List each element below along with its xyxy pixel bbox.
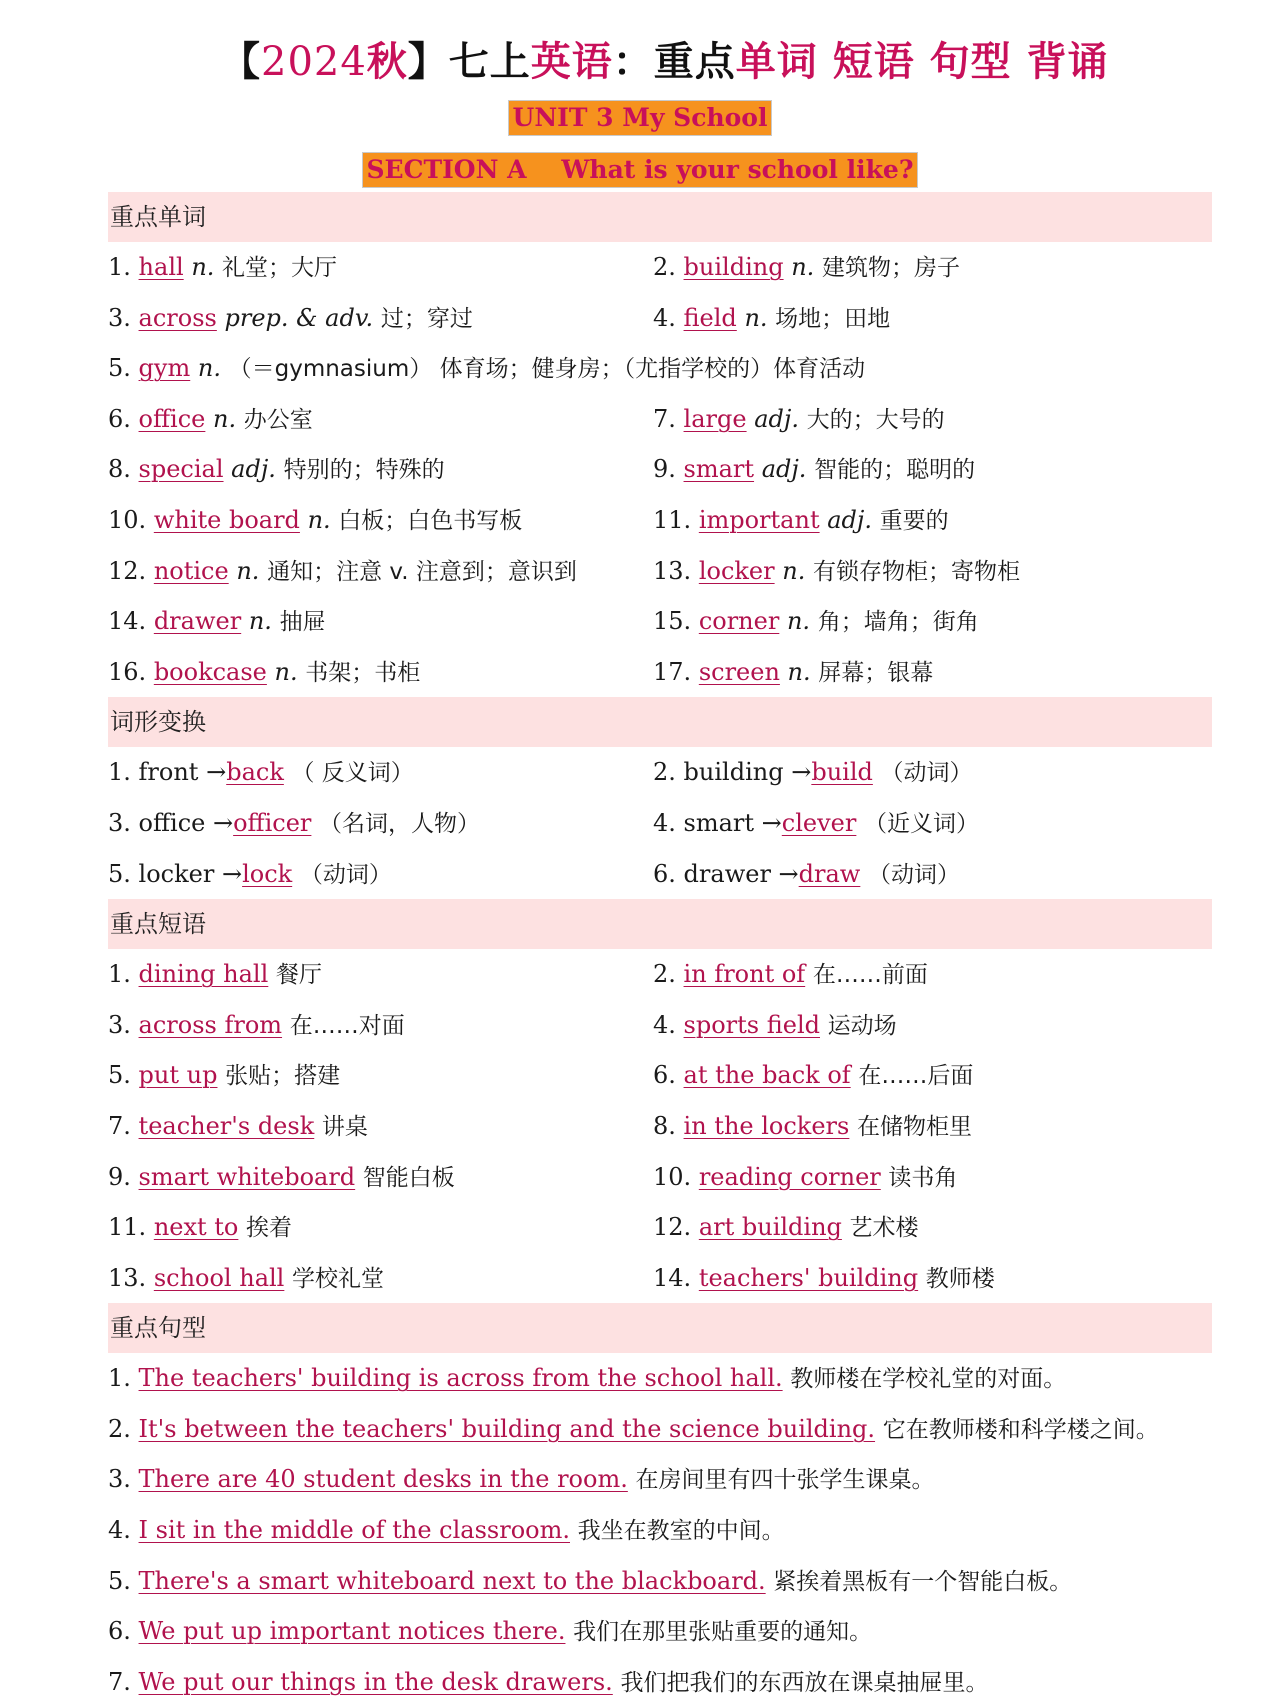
sentence-item [108, 1657, 1212, 1708]
word-item [653, 596, 1212, 647]
word-item [653, 546, 1212, 597]
word-pos: n. [191, 253, 215, 281]
sentence-english: The teachers' building is across from the school hall. [138, 1364, 783, 1393]
sentence-english: I sit in the middle of the classroom. [138, 1516, 570, 1545]
title-sentences: 句型 [929, 39, 1012, 85]
title-bracket-open: 【 [220, 39, 261, 85]
phrase-number: 4. [653, 1010, 676, 1039]
word-pos: n. [744, 303, 768, 332]
title-words: 单词 [735, 39, 818, 85]
word-number: 14. [108, 607, 147, 636]
word-meaning: 通知；注意 v. 注意到；意识到 [267, 558, 577, 585]
form-base: smart → [683, 808, 782, 837]
word-item [108, 242, 653, 293]
phrase-number: 10. [653, 1162, 692, 1191]
word-meaning: （＝gymnasium） 体育场；健身房；（尤指学校的）体育活动 [228, 356, 866, 383]
word-term: corner [698, 607, 780, 636]
form-note: （动词） [867, 861, 960, 888]
phrase-item [653, 1202, 1212, 1253]
word-item [108, 343, 1212, 394]
word-number: 15. [653, 607, 692, 636]
phrase-number: 5. [108, 1061, 131, 1090]
unit-badge: UNIT 3 My School [508, 100, 773, 136]
word-meaning: 办公室 [243, 406, 313, 433]
sentence-item [108, 1505, 1212, 1556]
phrase-text: art building [698, 1213, 842, 1242]
word-term: notice [153, 556, 229, 585]
form-note: （动词） [880, 760, 973, 787]
word-meaning: 特别的；特殊的 [283, 457, 445, 484]
form-note: （动词） [299, 861, 392, 888]
forms-grid [108, 747, 1212, 899]
sentence-number: 5. [108, 1566, 131, 1595]
sentence-chinese: 我们在那里张贴重要的通知。 [573, 1619, 873, 1646]
word-item [108, 495, 653, 546]
sentence-english: There are 40 student desks in the room. [138, 1465, 628, 1494]
phrase-item [108, 1101, 653, 1152]
word-meaning: 有锁存物柜；寄物柜 [812, 558, 1020, 585]
form-answer: clever [781, 808, 857, 837]
word-pos: adj. [754, 404, 799, 433]
sentence-number: 3. [108, 1465, 131, 1494]
title-bracket-close: 】 [407, 39, 449, 85]
phrase-meaning: 在……前面 [812, 962, 928, 989]
word-number: 2. [653, 253, 676, 281]
word-number: 11. [653, 505, 692, 534]
phrase-text: school hall [153, 1263, 285, 1292]
word-meaning: 书架；书柜 [305, 659, 421, 686]
word-number: 8. [108, 455, 131, 484]
sentences-list [108, 1353, 1212, 1707]
phrase-number: 13. [108, 1263, 147, 1292]
form-item [108, 798, 653, 849]
word-pos: n. [248, 607, 272, 636]
phrase-text: smart whiteboard [138, 1162, 356, 1191]
form-base: drawer → [683, 859, 799, 888]
word-item [108, 394, 653, 445]
form-number: 6. [653, 859, 676, 888]
phrase-item [653, 1000, 1212, 1051]
form-number: 1. [108, 758, 131, 787]
phrase-meaning: 在储物柜里 [856, 1113, 972, 1140]
form-answer: build [811, 758, 873, 787]
phrase-number: 7. [108, 1111, 131, 1140]
word-meaning: 重要的 [879, 507, 949, 534]
form-base: locker → [138, 859, 243, 888]
word-number: 10. [108, 505, 147, 534]
word-meaning: 建筑物；房子 [821, 255, 960, 281]
word-number: 17. [653, 657, 692, 686]
phrase-item [653, 1050, 1212, 1101]
phrase-text: dining hall [138, 960, 269, 989]
content [108, 192, 1212, 1707]
phrases-header: 重点短语 [108, 899, 1212, 949]
sentence-number: 7. [108, 1667, 131, 1696]
phrase-meaning: 学校礼堂 [292, 1265, 384, 1292]
words-header: 重点单词 [108, 192, 1212, 242]
word-meaning: 智能的；聪明的 [814, 457, 976, 484]
form-note: （近义词） [864, 810, 979, 837]
word-meaning: 场地；田地 [775, 305, 891, 332]
word-meaning: 角；墙角；街角 [817, 609, 979, 636]
word-term: white board [153, 505, 300, 534]
sentence-chinese: 在房间里有四十张学生课桌。 [635, 1467, 935, 1494]
form-answer: back [226, 758, 284, 787]
phrase-number: 9. [108, 1162, 131, 1191]
word-item [653, 293, 1212, 344]
word-pos: n. [787, 657, 811, 686]
word-term: locker [698, 556, 775, 585]
phrase-meaning: 挨着 [246, 1215, 293, 1242]
words-grid [108, 242, 1212, 697]
word-item [108, 596, 653, 647]
word-item [653, 495, 1212, 546]
phrase-meaning: 在……对面 [289, 1012, 405, 1039]
forms-header: 词形变换 [108, 697, 1212, 747]
phrases-grid [108, 949, 1212, 1303]
phrase-text: at the back of [683, 1061, 851, 1090]
phrase-text: teachers' building [698, 1263, 919, 1292]
word-number: 16. [108, 657, 147, 686]
phrase-item [108, 1152, 653, 1203]
word-term: hall [138, 253, 184, 281]
word-number: 5. [108, 354, 131, 383]
phrase-text: put up [138, 1061, 218, 1090]
title-subject: 英语 [530, 39, 613, 85]
form-answer: draw [798, 859, 861, 888]
word-number: 3. [108, 303, 131, 332]
title-phrases: 短语 [832, 39, 915, 85]
word-pos: n. [213, 404, 237, 433]
phrase-number: 3. [108, 1010, 131, 1039]
form-note: （名词，人物） [319, 810, 481, 837]
word-term: drawer [153, 607, 242, 636]
sentence-chinese: 我坐在教室的中间。 [577, 1518, 785, 1545]
word-pos: n. [791, 253, 815, 281]
sentence-chinese: 我们把我们的东西放在课桌抽屉里。 [620, 1669, 989, 1696]
word-meaning: 屏幕；银幕 [818, 659, 934, 686]
word-item [653, 647, 1212, 698]
word-pos: n. [307, 505, 331, 534]
word-term: bookcase [153, 657, 267, 686]
form-base: front → [138, 758, 227, 787]
phrase-meaning: 智能白板 [362, 1164, 455, 1191]
word-pos: n. [786, 607, 811, 636]
phrase-meaning: 艺术楼 [849, 1215, 919, 1242]
word-meaning: 大的；大号的 [806, 406, 945, 433]
phrase-text: sports field [683, 1010, 820, 1039]
phrase-number: 8. [653, 1111, 676, 1140]
word-pos: n. [782, 556, 806, 585]
word-number: 12. [108, 556, 147, 585]
phrase-text: across from [138, 1010, 283, 1039]
phrase-number: 14. [653, 1263, 692, 1292]
sentence-number: 4. [108, 1516, 131, 1545]
word-term: smart [683, 455, 755, 484]
word-term: special [138, 455, 224, 484]
word-pos: n. [274, 657, 298, 686]
phrase-text: teacher's desk [138, 1111, 315, 1140]
phrase-number: 2. [653, 960, 676, 989]
word-term: screen [698, 657, 780, 686]
title-colon: ： [612, 39, 654, 85]
phrase-meaning: 餐厅 [275, 962, 322, 989]
phrase-number: 6. [653, 1061, 676, 1090]
sentence-item [108, 1353, 1212, 1404]
sentence-english: There's a smart whiteboard next to the blackboard. [138, 1566, 766, 1595]
sentences-header: 重点句型 [108, 1303, 1212, 1353]
word-number: 9. [653, 455, 676, 484]
phrase-item [108, 949, 653, 1000]
word-number: 4. [653, 303, 676, 332]
form-answer: officer [233, 808, 312, 837]
title-recite: 背诵 [1026, 39, 1109, 85]
page-title [0, 30, 1280, 87]
form-item [653, 849, 1212, 900]
sentence-item [108, 1454, 1212, 1505]
word-pos: prep. & adv. [224, 303, 374, 332]
word-item [108, 293, 653, 344]
phrase-meaning: 张贴；搭建 [225, 1063, 341, 1090]
phrase-meaning: 教师楼 [925, 1265, 995, 1292]
title-year: 2024 [261, 39, 367, 85]
phrase-text: reading corner [698, 1162, 881, 1191]
sentence-chinese: 教师楼在学校礼堂的对面。 [790, 1366, 1067, 1393]
phrase-item [108, 1202, 653, 1253]
word-pos: adj. [231, 455, 276, 484]
phrase-meaning: 运动场 [827, 1012, 897, 1039]
word-number: 7. [653, 404, 676, 433]
phrase-item [653, 1152, 1212, 1203]
title-season: 秋 [366, 39, 408, 85]
word-pos: n. [197, 354, 221, 383]
word-meaning: 白板；白色书写板 [338, 507, 523, 534]
phrase-item [653, 949, 1212, 1000]
title-focus: 重点 [653, 39, 736, 85]
phrase-item [108, 1253, 653, 1304]
word-meaning: 过；穿过 [380, 305, 473, 332]
word-pos: n. [236, 556, 260, 585]
word-term: office [138, 404, 206, 433]
form-number: 4. [653, 808, 676, 837]
sentence-number: 1. [108, 1364, 131, 1393]
form-answer: lock [242, 859, 293, 888]
word-term: gym [138, 354, 191, 383]
word-item [108, 546, 653, 597]
form-item [108, 747, 653, 798]
form-number: 3. [108, 808, 131, 837]
word-pos: adj. [761, 455, 807, 484]
sentence-item [108, 1556, 1212, 1607]
form-item [108, 849, 653, 900]
form-note: （ 反义词） [291, 760, 414, 787]
word-item [108, 444, 653, 495]
sentence-chinese: 紧挨着黑板有一个智能白板。 [773, 1568, 1073, 1595]
phrase-meaning: 在……后面 [858, 1063, 974, 1090]
sentence-english: We put up important notices there. [138, 1617, 566, 1646]
word-number: 13. [653, 556, 692, 585]
phrase-item [108, 1050, 653, 1101]
sentence-number: 2. [108, 1414, 131, 1443]
phrase-text: next to [153, 1213, 239, 1242]
word-item [653, 242, 1212, 293]
phrase-number: 1. [108, 960, 131, 989]
phrase-text: in the lockers [683, 1111, 850, 1140]
sentence-english: We put our things in the desk drawers. [138, 1667, 613, 1696]
phrase-item [653, 1253, 1212, 1304]
word-term: across [138, 303, 217, 332]
phrase-meaning: 讲桌 [321, 1113, 368, 1140]
phrase-number: 11. [108, 1213, 147, 1242]
phrase-meaning: 读书角 [888, 1164, 958, 1191]
title-grade: 七上 [448, 39, 531, 85]
form-number: 5. [108, 859, 131, 888]
word-meaning: 抽屉 [279, 609, 326, 636]
form-number: 2. [653, 758, 676, 787]
phrase-number: 12. [653, 1213, 692, 1242]
word-pos: adj. [827, 505, 872, 534]
word-item [653, 394, 1212, 445]
word-item [108, 647, 653, 698]
form-item [653, 798, 1212, 849]
word-number: 1. [108, 253, 131, 281]
section-badge: SECTION A What is your school like? [362, 152, 919, 188]
sentence-item [108, 1606, 1212, 1657]
phrase-item [653, 1101, 1212, 1152]
word-term: building [683, 253, 784, 281]
word-term: field [683, 303, 737, 332]
word-term: large [683, 404, 747, 433]
sentence-number: 6. [108, 1617, 131, 1646]
sentence-english: It's between the teachers' building and the science building. [138, 1414, 876, 1443]
word-item [653, 444, 1212, 495]
phrase-text: in front of [683, 960, 806, 989]
word-meaning: 礼堂；大厅 [222, 255, 338, 281]
form-item [653, 747, 1212, 798]
word-term: important [698, 505, 820, 534]
form-base: building → [683, 758, 812, 787]
sentence-chinese: 它在教师楼和科学楼之间。 [882, 1416, 1159, 1443]
word-number: 6. [108, 404, 131, 433]
form-base: office → [138, 808, 234, 837]
phrase-item [108, 1000, 653, 1051]
sentence-item [108, 1404, 1212, 1455]
